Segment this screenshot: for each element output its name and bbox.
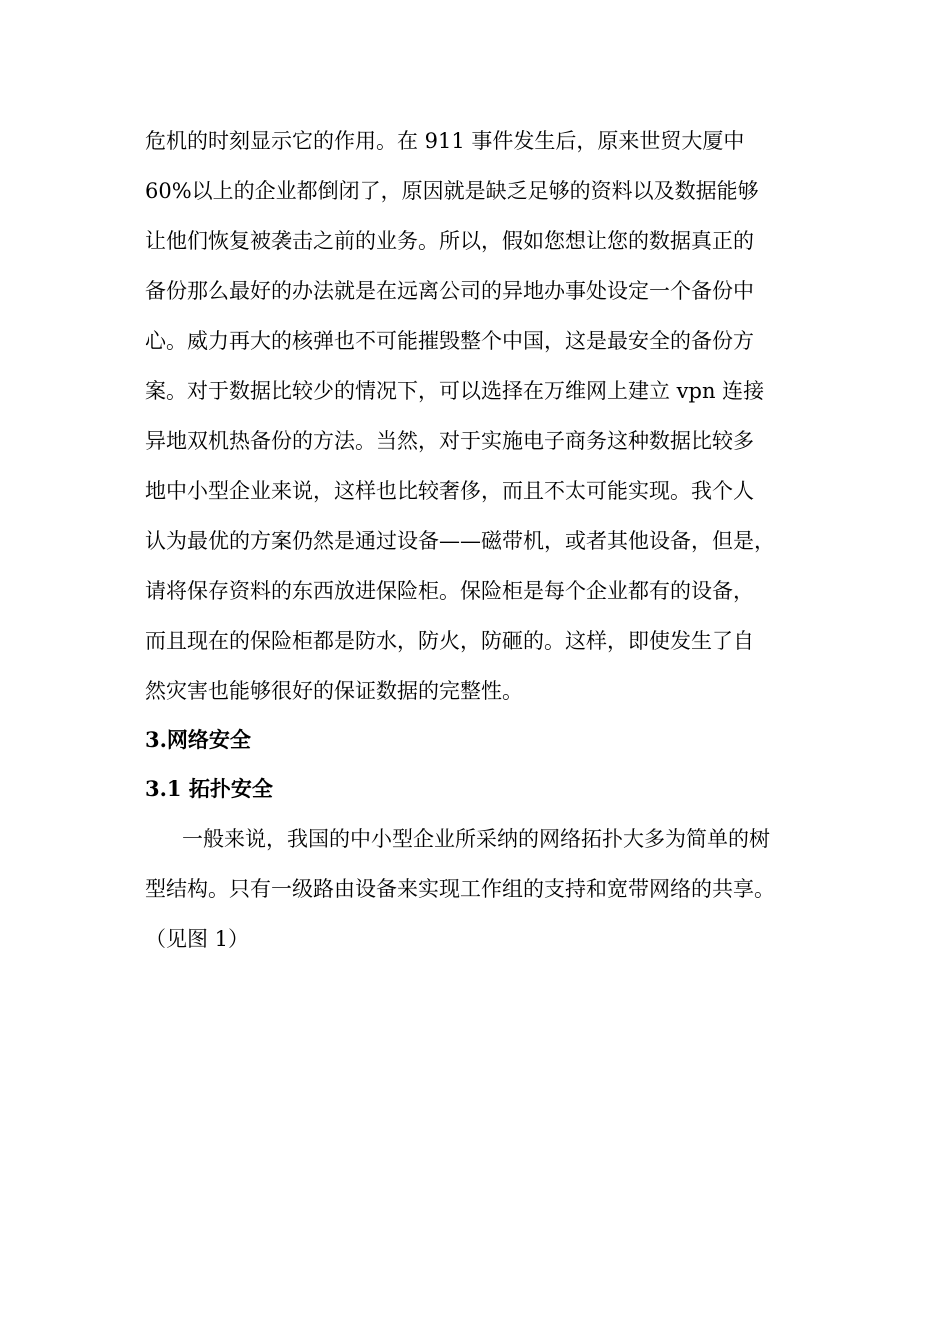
paragraph-line: 60%以上的企业都倒闭了，原因就是缺乏足够的资料以及数据能够 (145, 179, 759, 203)
paragraph-line: 地中小型企业来说，这样也比较奢侈，而且不太可能实现。我个人 (145, 479, 754, 503)
paragraph-line: 然灾害也能够很好的保证数据的完整性。 (145, 679, 523, 703)
paragraph-line: 认为最优的方案仍然是通过设备——磁带机，或者其他设备，但是， (145, 529, 775, 553)
paragraph-line: 请将保存资料的东西放进保险柜。保险柜是每个企业都有的设备， (145, 579, 754, 603)
paragraph-line: 让他们恢复被袭击之前的业务。所以，假如您想让您的数据真正的 (145, 229, 754, 253)
paragraph-line: 心。威力再大的核弹也不可能摧毁整个中国，这是最安全的备份方 (145, 329, 754, 353)
paragraph-line: 异地双机热备份的方法。当然，对于实施电子商务这种数据比较多 (145, 429, 754, 453)
paragraph-line: 而且现在的保险柜都是防水，防火，防砸的。这样，即使发生了自 (145, 629, 754, 653)
paragraph-line: 危机的时刻显示它的作用。在 911 事件发生后，原来世贸大厦中 (145, 129, 745, 153)
paragraph-line: （见图 1） (145, 927, 250, 951)
paragraph-line: 案。对于数据比较少的情况下，可以选择在万维网上建立 vpn 连接 (145, 379, 765, 403)
paragraph-line: 一般来说，我国的中小型企业所采纳的网络拓扑大多为简单的树 (182, 827, 770, 851)
paragraph-line: 备份那么最好的办法就是在远离公司的异地办事处设定一个备份中 (145, 279, 754, 303)
subsection-heading: 3.1 拓扑安全 (145, 776, 273, 801)
section-heading: 3.网络安全 (145, 727, 251, 752)
paragraph-line: 型结构。只有一级路由设备来实现工作组的支持和宽带网络的共享。 (145, 877, 775, 901)
